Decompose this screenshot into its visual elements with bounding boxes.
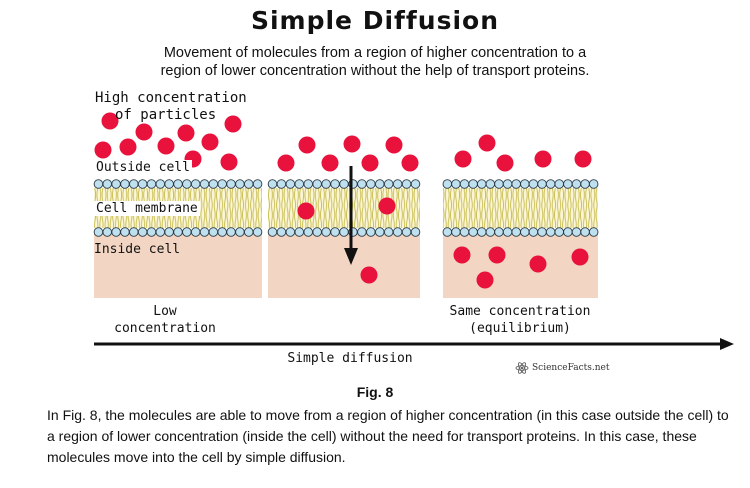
phospholipid-head <box>236 180 245 189</box>
phospholipid-head <box>165 228 174 237</box>
phospholipid-head <box>358 228 367 237</box>
phospholipid-head <box>183 228 192 237</box>
particle <box>402 155 419 172</box>
phospholipid-head <box>103 180 112 189</box>
phospholipid-head <box>313 180 322 189</box>
high-concentration-label-2: of particles <box>115 107 217 123</box>
phospholipid-head <box>156 180 165 189</box>
phospholipid-head <box>512 228 521 237</box>
simple-diffusion-label: Simple diffusion <box>287 351 413 366</box>
particle <box>575 151 592 168</box>
phospholipid-head <box>555 228 564 237</box>
phospholipid-head <box>227 180 236 189</box>
particle <box>344 136 361 153</box>
phospholipid-head <box>244 228 253 237</box>
low-concentration-label-2: concentration <box>114 321 216 336</box>
particle <box>572 249 589 266</box>
phospholipid-head <box>503 228 512 237</box>
phospholipid-head <box>452 180 461 189</box>
particle <box>299 137 316 154</box>
phospholipid-head <box>367 180 376 189</box>
phospholipid-head <box>486 180 495 189</box>
same-concentration-label-2: (equilibrium) <box>469 321 571 336</box>
phospholipid-head <box>486 228 495 237</box>
particle <box>497 155 514 172</box>
phospholipid-head <box>581 180 590 189</box>
subtitle-line-1: Movement of molecules from a region of higher concentration to a <box>163 45 587 61</box>
particle <box>158 138 175 155</box>
membrane-panel-2 <box>268 180 420 298</box>
phospholipid-head <box>147 228 156 237</box>
phospholipid-head <box>512 180 521 189</box>
membrane-panel-1 <box>94 180 262 298</box>
particle <box>477 272 494 289</box>
phospholipid-head <box>295 180 304 189</box>
phospholipid-head <box>129 228 138 237</box>
phospholipid-head <box>521 228 530 237</box>
phospholipid-head <box>322 228 331 237</box>
phospholipid-head <box>581 228 590 237</box>
phospholipid-head <box>538 228 547 237</box>
phospholipid-head <box>521 180 530 189</box>
phospholipid-head <box>121 228 130 237</box>
figure-caption: In Fig. 8, the molecules are able to move from a region of higher concentration (in this case outside the cell) to a region of lower concentration (inside the cell) without the need for transport proteins. In this case, these molecules move into the cell by simple diffusion. <box>47 407 729 465</box>
phospholipid-head <box>384 180 393 189</box>
phospholipid-head <box>393 180 402 189</box>
phospholipid-head <box>209 180 218 189</box>
phospholipid-head <box>402 228 411 237</box>
phospholipid-head <box>112 228 121 237</box>
phospholipid-head <box>103 228 112 237</box>
phospholipid-head <box>191 180 200 189</box>
phospholipid-head <box>183 180 192 189</box>
particle <box>535 151 552 168</box>
phospholipid-head <box>322 180 331 189</box>
phospholipid-head <box>244 180 253 189</box>
phospholipid-head <box>218 228 227 237</box>
high-concentration-label-1: High concentration <box>95 90 247 106</box>
inside-cell-label: Inside cell <box>94 242 181 257</box>
phospholipid-head <box>129 180 138 189</box>
phospholipid-head <box>236 228 245 237</box>
phospholipid-head <box>495 180 504 189</box>
particle <box>225 116 242 133</box>
particle <box>278 155 295 172</box>
particle <box>379 198 396 215</box>
phospholipid-head <box>452 228 461 237</box>
phospholipid-head <box>495 228 504 237</box>
phospholipid-head <box>253 228 262 237</box>
phospholipid-head <box>268 180 277 189</box>
particle <box>530 256 547 273</box>
phospholipid-head <box>538 180 547 189</box>
lipid-tails <box>268 188 420 228</box>
particle <box>489 247 506 264</box>
phospholipid-head <box>358 180 367 189</box>
phospholipid-head <box>138 228 147 237</box>
phospholipid-head <box>277 180 286 189</box>
cell-membrane-label: Cell membrane <box>96 201 198 216</box>
phospholipid-head <box>546 228 555 237</box>
phospholipid-head <box>460 228 469 237</box>
phospholipid-head <box>546 180 555 189</box>
phospholipid-head <box>253 180 262 189</box>
phospholipid-head <box>375 228 384 237</box>
phospholipid-head <box>340 180 349 189</box>
phospholipid-head <box>460 180 469 189</box>
particle <box>479 135 496 152</box>
logo-text: ScienceFacts.net <box>532 363 610 373</box>
phospholipid-head <box>200 180 209 189</box>
phospholipid-head <box>165 180 174 189</box>
phospholipid-head <box>411 180 420 189</box>
phospholipid-head <box>286 180 295 189</box>
phospholipid-head <box>138 180 147 189</box>
inside-cell-region <box>443 232 598 298</box>
phospholipid-head <box>174 180 183 189</box>
phospholipid-head <box>572 228 581 237</box>
particle <box>120 139 137 156</box>
phospholipid-head <box>340 228 349 237</box>
phospholipid-head <box>304 228 313 237</box>
phospholipid-head <box>469 180 478 189</box>
same-concentration-label-1: Same concentration <box>449 304 591 319</box>
phospholipid-head <box>313 228 322 237</box>
phospholipid-head <box>443 228 452 237</box>
phospholipid-head <box>286 228 295 237</box>
phospholipid-head <box>555 180 564 189</box>
phospholipid-head <box>112 180 121 189</box>
phospholipid-head <box>589 228 598 237</box>
phospholipid-head <box>469 228 478 237</box>
particle <box>95 142 112 159</box>
atom-icon <box>515 361 529 375</box>
phospholipid-head <box>589 180 598 189</box>
phospholipid-head <box>295 228 304 237</box>
phospholipid-head <box>411 228 420 237</box>
particle <box>361 267 378 284</box>
particle <box>136 124 153 141</box>
phospholipid-head <box>375 180 384 189</box>
phospholipid-head <box>191 228 200 237</box>
phospholipid-head <box>529 228 538 237</box>
phospholipid-head <box>564 180 573 189</box>
diffusion-arrow <box>94 338 734 350</box>
particle <box>178 125 195 142</box>
phospholipid-head <box>331 180 340 189</box>
phospholipid-head <box>227 228 236 237</box>
particle <box>362 155 379 172</box>
phospholipid-head <box>121 180 130 189</box>
particle <box>455 151 472 168</box>
phospholipid-head <box>94 180 103 189</box>
phospholipid-head <box>402 180 411 189</box>
particle <box>386 137 403 154</box>
phospholipid-head <box>443 180 452 189</box>
phospholipid-head <box>529 180 538 189</box>
particle <box>202 134 219 151</box>
phospholipid-head <box>331 228 340 237</box>
particle <box>298 203 315 220</box>
lipid-tails <box>443 188 598 228</box>
phospholipid-head <box>268 228 277 237</box>
phospholipid-head <box>147 180 156 189</box>
low-concentration-label-1: Low <box>153 304 177 319</box>
particle <box>454 247 471 264</box>
phospholipid-head <box>564 228 573 237</box>
phospholipid-head <box>174 228 183 237</box>
outside-cell-label: Outside cell <box>96 160 190 175</box>
phospholipid-head <box>200 228 209 237</box>
particle <box>221 154 238 171</box>
phospholipid-head <box>393 228 402 237</box>
particle <box>322 155 339 172</box>
phospholipid-head <box>367 228 376 237</box>
phospholipid-head <box>304 180 313 189</box>
phospholipid-head <box>94 228 103 237</box>
phospholipid-head <box>209 228 218 237</box>
phospholipid-head <box>218 180 227 189</box>
phospholipid-head <box>572 180 581 189</box>
inside-cell-region <box>268 232 420 298</box>
subtitle-line-2: region of lower concentration without the help of transport proteins. <box>160 63 590 79</box>
phospholipid-head <box>384 228 393 237</box>
page-title: Simple Diffusion <box>250 6 500 35</box>
phospholipid-head <box>477 228 486 237</box>
phospholipid-head <box>277 228 286 237</box>
membrane-panel-3 <box>443 180 598 298</box>
phospholipid-head <box>503 180 512 189</box>
phospholipid-head <box>156 228 165 237</box>
phospholipid-head <box>477 180 486 189</box>
figure-label: Fig. 8 <box>356 384 394 400</box>
sciencefacts-logo <box>515 361 609 375</box>
